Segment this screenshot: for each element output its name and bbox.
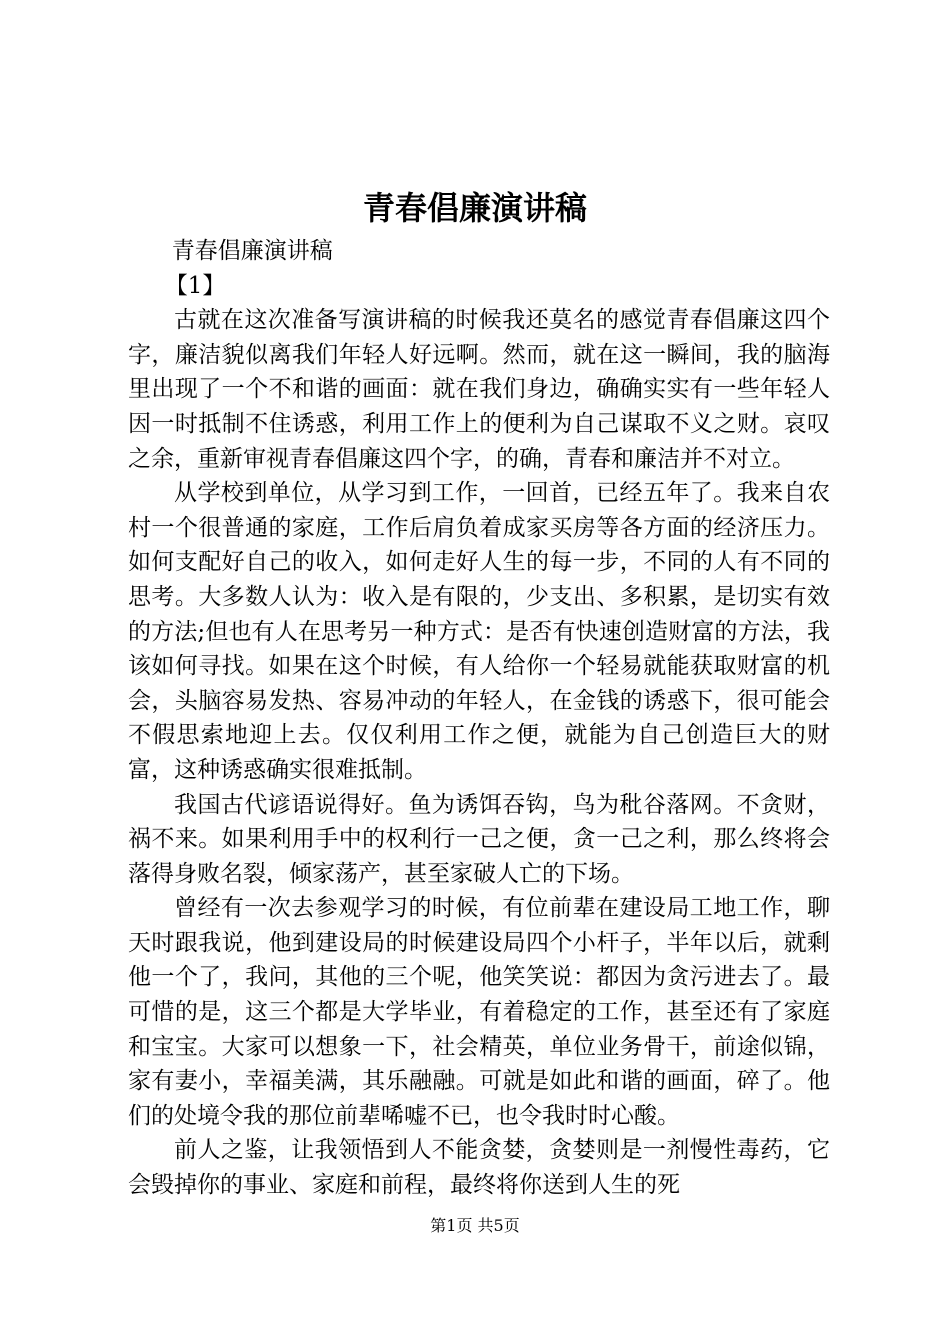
page-footer: 第1页 共5页: [430, 1216, 520, 1235]
section-marker: 【1】: [164, 272, 226, 299]
paragraph: 前人之鉴，让我领悟到人不能贪婪，贪婪则是一剂慢性毒药，它会毁掉你的事业、家庭和前程，最终将你送到人生的死: [128, 1137, 830, 1199]
document-subtitle: 青春倡廉演讲稿: [171, 238, 333, 264]
paragraph: 从学校到单位，从学习到工作，一回首，已经五年了。我来自农村一个很普通的家庭，工作后肩负着成家买房等各方面的经济压力。如何支配好自己的收入，如何走好人生的每一步，不同的人有不同的思考。大多数人认为：收入是有限的，少支出、多积累，是切实有效的方法;但也有人在思考另一种方式：是否有快速创造财富的方法，我该如何寻找。如果在这个时候，有人给你一个轻易就能获取财富的机会，头脑容易发热、容易冲动的年轻人，在金钱的诱惑下，很可能会不假思索地迎上去。仅仅利用工作之便，就能为自己创造巨大的财富，这种诱惑确实很难抵制。: [128, 480, 830, 783]
document-title: 青春倡廉演讲稿: [362, 189, 587, 227]
paragraph: 曾经有一次去参观学习的时候，有位前辈在建设局工地工作，聊天时跟我说，他到建设局的时候建设局四个小杆子，半年以后，就剩他一个了，我问，其他的三个呢，他笑笑说：都因为贪污进去了。最可惜的是，这三个都是大学毕业，有着稳定的工作，甚至还有了家庭和宝宝。大家可以想象一下，社会精英，单位业务骨干，前途似锦，家有妻小，幸福美满，其乐融融。可就是如此和谐的画面，碎了。他们的处境令我的那位前辈唏嘘不已，也令我时时心酸。: [128, 895, 830, 1129]
paragraph: 我国古代谚语说得好。鱼为诱饵吞钩，鸟为秕谷落网。不贪财，祸不来。如果利用手中的权利行一己之便，贪一己之利，那么终将会落得身败名裂，倾家荡产，甚至家破人亡的下场。: [128, 791, 830, 887]
paragraph: 古就在这次准备写演讲稿的时候我还莫名的感觉青春倡廉这四个字，廉洁貌似离我们年轻人好远啊。然而，就在这一瞬间，我的脑海里出现了一个不和谐的画面：就在我们身边，确确实实有一些年轻人因一时抵制不住诱惑，利用工作上的便利为自己谋取不义之财。哀叹之余，重新审视青春倡廉这四个字，的确，青春和廉洁并不对立。: [128, 307, 830, 472]
document-body: [128, 234, 830, 1203]
